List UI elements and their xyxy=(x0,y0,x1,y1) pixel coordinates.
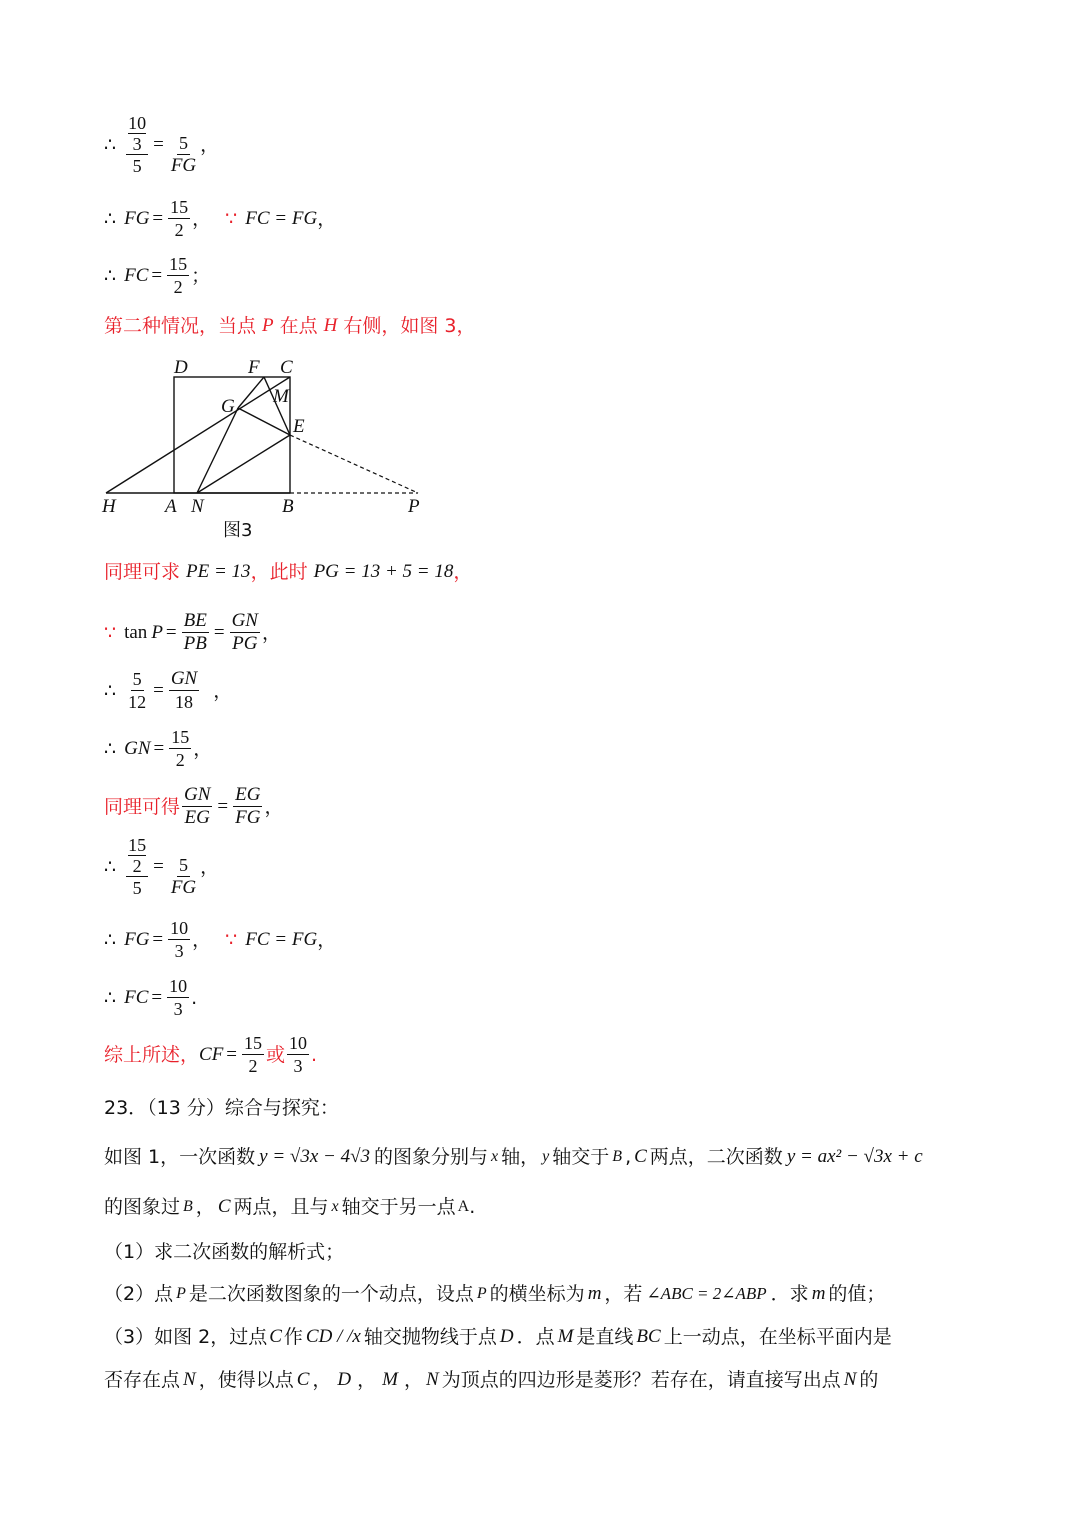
step-ratio-2: ∴ $\frac{5}{12}$ = $\frac{GN}{18}$ ， xyxy=(104,668,233,712)
step-fg-2: ∴ FG = $\frac{10}{3}$ ， ∵ FC = FG ， xyxy=(104,918,337,961)
question-23-part3-line1: （3）如图 2，过点 C 作 CD / /x 轴交抛物线于点 D ．点 M 是直线 BC 上一动点，在坐标平面内是 xyxy=(104,1326,892,1348)
label-B: B xyxy=(282,496,294,517)
step-pe-pg: 同理可求 PE = 13 ，此时 PG = 13 + 5 = 18 ， xyxy=(104,561,473,583)
label-D: D xyxy=(174,357,188,378)
step-similar: 同理可得 $\frac{GN}{EG}$ = $\frac{EG}{FG}$ ， xyxy=(104,784,284,828)
line-fg xyxy=(238,377,264,408)
therefore-symbol: ∴ xyxy=(104,133,117,156)
question-23-part2: （2）点 P 是二次函数图象的一个动点，设点 P 的横坐标为 m ，若 ∠ABC = 2∠ABP ．求 m 的值； xyxy=(104,1283,886,1305)
label-G: G xyxy=(221,396,235,417)
label-A: A xyxy=(165,496,177,517)
step-fc-1: ∴ FC = $\frac{15}{2}$ ； xyxy=(104,254,211,297)
question-23-line1: 如图 1，一次函数 y = √3x − 4√3 的图象分别与 x 轴， y 轴交于 B , C 两点，二次函数 y = ax² − √3x + c xyxy=(104,1146,923,1168)
step-fg-1: ∴ FG = $\frac{15}{2}$ ， ∵ FC = FG ， xyxy=(104,197,337,240)
question-23-part3-line2: 否存在点 N ，使得以点 C ， D ， M ， N 为顶点的四边形是菱形？若存在，请直接写出点 N 的 xyxy=(104,1369,879,1391)
step-gn: ∴ GN = $\frac{15}{2}$ ， xyxy=(104,727,213,770)
fraction: $\frac{5}{FG}$ xyxy=(170,133,197,176)
step-ratio-3: ∴ 15 2 5 = $\frac{5}{FG}$ ， xyxy=(104,834,220,898)
label-C: C xyxy=(280,357,293,378)
compound-fraction: 10 3 5 xyxy=(128,112,147,176)
case-two-heading: 第二种情况，当点 P 在点 H 右侧，如图 3， xyxy=(104,315,476,337)
fraction: $\frac{15}{2}$ xyxy=(169,254,188,297)
fraction: $\frac{15}{2}$ xyxy=(170,197,189,240)
question-23-header: 23．（13 分）综合与探究： xyxy=(104,1097,339,1119)
question-23-part1: （1）求二次函数的解析式； xyxy=(104,1241,345,1263)
label-F: F xyxy=(248,357,260,378)
figure-3 xyxy=(96,350,436,550)
dashed-ep xyxy=(290,435,418,493)
label-M: M xyxy=(273,386,289,407)
conclusion: 综上所述， CF = $\frac{15}{2}$ 或 $\frac{10}{3}$ . xyxy=(104,1033,318,1076)
because-symbol: ∵ xyxy=(225,207,238,230)
figure-caption: 图3 xyxy=(223,520,253,541)
question-23-line2: 的图象过 B ， C 两点，且与 x 轴交于另一点 A . xyxy=(104,1196,476,1218)
label-P: P xyxy=(408,496,420,517)
line-ge xyxy=(238,408,290,435)
step-fc-2: ∴ FC = $\frac{10}{3}$ . xyxy=(104,976,198,1019)
label-N: N xyxy=(191,496,204,517)
step-tan: ∵ tan P = $\frac{BE}{PB}$ = $\frac{GN}{PG}$ ， xyxy=(104,610,281,654)
line-hc xyxy=(106,377,290,493)
step-ratio-1: ∴ 10 3 5 = $\frac{5}{FG}$ ， xyxy=(104,112,220,176)
label-E: E xyxy=(293,416,305,437)
label-H: H xyxy=(102,496,116,517)
